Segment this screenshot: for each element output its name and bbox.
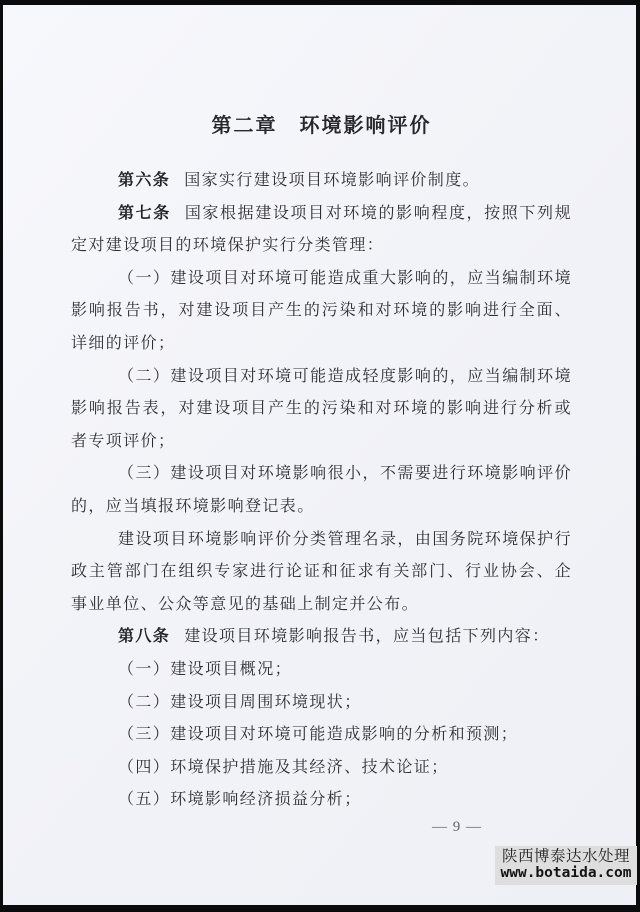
paragraph: 第八条 建设项目环境影响报告书，应当包括下列内容： (118, 628, 550, 646)
page-number: — 9 — (432, 818, 482, 835)
article-number: 第八条 (118, 628, 171, 646)
paragraph: 第六条 国家实行建设项目环境影响评价制度。 (118, 172, 481, 189)
paragraph: （四）环境保护措施及其经济、技术论证； (118, 758, 449, 776)
document-body (71, 165, 572, 817)
paragraph: （五）环境影响经济损益分析； (118, 791, 362, 809)
paragraph: （一）建设项目对环境可能造成重大影响的，应当编制环境影响报告书，对建设项目产生的污染和对环境的影响进行全面、详细的评价； (71, 269, 572, 352)
watermark-url: www.botaida.com (500, 865, 632, 881)
article-number: 第六条 (118, 172, 171, 189)
article-number: 第七条 (118, 204, 171, 222)
page (3, 5, 636, 905)
paragraph: 第七条 国家根据建设项目对环境的影响程度，按照下列规定对建设项目的环境保护实行分类管理： (71, 204, 572, 255)
paragraph: （三）建设项目对环境影响很小，不需要进行环境影响评价的，应当填报环境影响登记表。 (71, 465, 572, 515)
chapter-title: 第二章 环境影响评价 (211, 115, 432, 137)
paragraph: 建设项目环境影响评价分类管理名录，由国务院环境保护行政主管部门在组织专家进行论证和征求有关部门、行业协会、企事业单位、公众等意见的基础上制定并公布。 (71, 530, 572, 613)
watermark-company-name: 陕西博泰达水处理 (501, 848, 630, 865)
paragraph: （二）建设项目周围环境现状； (118, 693, 362, 711)
paragraph: （二）建设项目对环境可能造成轻度影响的，应当编制环境影响报告表，对建设项目产生的污染和对环境的影响进行分析或者专项评价； (71, 367, 572, 450)
paragraph: （一）建设项目概况； (118, 660, 293, 678)
paragraph: （三）建设项目对环境可能造成影响的分析和预测； (118, 726, 519, 744)
watermark-badge (495, 846, 637, 885)
